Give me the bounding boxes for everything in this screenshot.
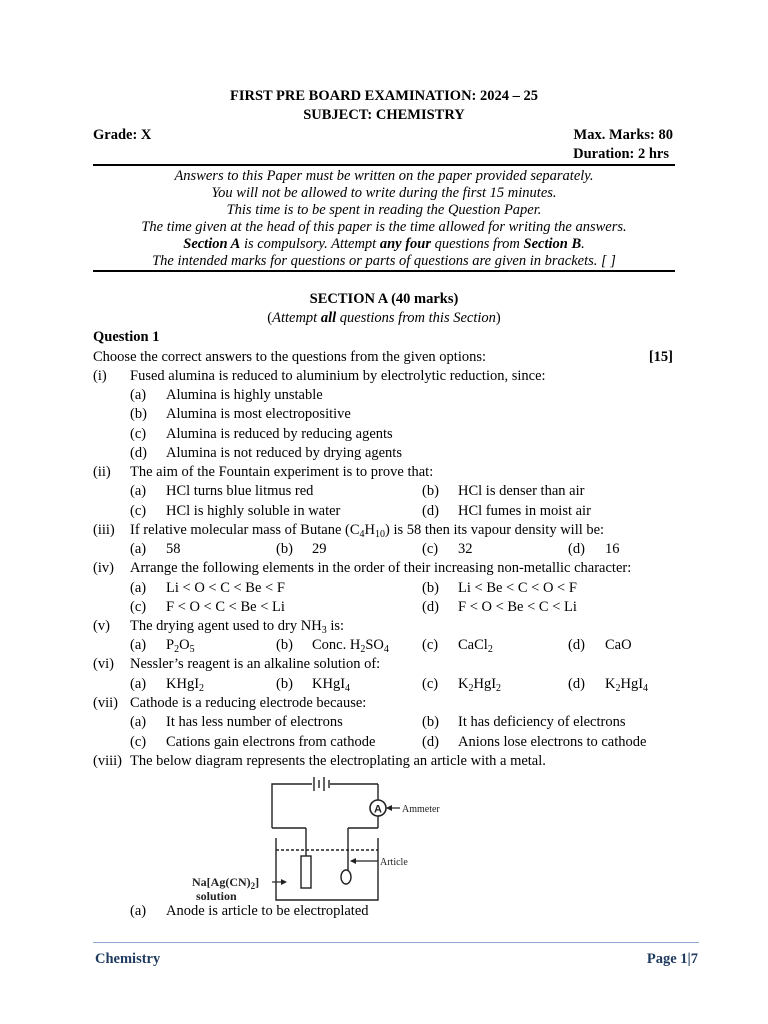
option-letter: (c) [422, 637, 439, 653]
instruction-line-4: The time given at the head of this paper is the time allowed for writing the answers. [141, 219, 627, 235]
option-text [166, 676, 204, 693]
option-text: F < O < Be < C < Li [458, 599, 577, 615]
option-text: HCl is denser than air [458, 483, 585, 499]
subject-title: SUBJECT: CHEMISTRY [303, 107, 465, 123]
formula-part: KHgI [312, 676, 346, 692]
option-letter: (a) [130, 387, 147, 403]
any-four-ref: any four [379, 236, 431, 252]
formula-part: Conc. H [312, 637, 361, 653]
formula-part: HgI [473, 676, 497, 692]
text-part: H [364, 522, 375, 538]
option-text: Alumina is highly unstable [166, 387, 323, 403]
option-text [458, 637, 493, 654]
item-number: (vii) [93, 695, 118, 711]
exam-title: FIRST PRE BOARD EXAMINATION: 2024 – 25 [229, 88, 538, 104]
subscript: 2 [615, 683, 621, 694]
option-letter: (c) [422, 541, 439, 557]
instruction-line-3: This time is to be spent in reading the Question Paper. [226, 202, 542, 218]
item-text [130, 522, 604, 539]
option-letter: (a) [130, 714, 147, 730]
option-text: HCl fumes in moist air [458, 503, 591, 519]
option-letter: (b) [276, 541, 293, 557]
option-text: Alumina is most electropositive [166, 406, 351, 422]
section-a-ref: Section A [183, 236, 241, 252]
option-letter: (c) [130, 503, 147, 519]
subscript: 4 [643, 683, 649, 694]
section-a-title: SECTION A (40 marks) [309, 291, 459, 307]
option-row [0, 637, 768, 656]
option-letter: (b) [422, 483, 439, 499]
option-text [312, 637, 389, 654]
article-label: Article [380, 857, 408, 868]
text-part: The drying agent used to dry NH [130, 618, 322, 634]
formula-part: HgI [620, 676, 644, 692]
option-text: Anode is article to be electroplated [166, 903, 369, 919]
subscript: 4 [383, 644, 389, 655]
ammeter-arrow-icon [386, 805, 392, 811]
option-letter: (b) [276, 637, 293, 653]
footer-subject: Chemistry [95, 951, 161, 967]
option-letter: (a) [130, 637, 147, 653]
question-item [0, 522, 768, 541]
option-letter: (b) [422, 714, 439, 730]
duration-label: Duration: 2 hrs [573, 146, 669, 162]
option-letter: (a) [130, 541, 147, 557]
note-all: all [320, 310, 337, 326]
option-letter: (d) [568, 637, 585, 653]
item-text: Nessler’s reagent is an alkaline solution of: [130, 656, 381, 672]
subscript: 2 [174, 644, 180, 655]
ammeter-label: Ammeter [402, 804, 440, 815]
option-letter: (b) [130, 406, 147, 422]
item-number: (i) [93, 368, 107, 384]
option-letter: (b) [276, 676, 293, 692]
item-number: (vi) [93, 656, 114, 672]
formula-part: O [179, 637, 190, 653]
question-instruction: Choose the correct answers to the questions from the given options: [93, 349, 487, 365]
formula-part: K [605, 676, 616, 692]
formula-part: K [458, 676, 469, 692]
subscript: 2 [360, 644, 366, 655]
option-text: HCl turns blue litmus red [166, 483, 314, 499]
paren-close: ) [495, 310, 501, 326]
instruction-line-5 [0, 236, 768, 253]
option-row [0, 580, 768, 599]
option-text: CaO [605, 637, 632, 653]
option-letter: (c) [422, 676, 439, 692]
option-row [0, 483, 768, 502]
item-text: Arrange the following elements in the order of their increasing non-metallic character: [130, 560, 632, 576]
top-rule [93, 164, 675, 166]
ammeter-symbol: A [374, 803, 382, 816]
item-number: (viii) [93, 753, 122, 769]
option-row [0, 903, 768, 922]
article-spoon [341, 870, 351, 884]
solution-word: solution [196, 889, 237, 903]
formula-part: CaCl [458, 637, 488, 653]
anode-plate [301, 856, 311, 888]
text-part: ) is 58 then its vapour density will be: [385, 522, 605, 538]
solution-formula-main: Na[Ag(CN) [192, 875, 251, 889]
question-label: Question 1 [93, 329, 160, 345]
item-text: Fused alumina is reduced to aluminium by electrolytic reduction, since: [130, 368, 546, 384]
question-marks: [15] [648, 349, 673, 365]
formula-part: KHgI [166, 676, 200, 692]
option-letter: (d) [422, 599, 439, 615]
option-text: 58 [166, 541, 181, 557]
footer-rule [93, 942, 699, 943]
option-row [0, 714, 768, 733]
option-letter: (c) [130, 599, 147, 615]
question-item [0, 695, 768, 714]
item-text: Cathode is a reducing electrode because: [130, 695, 367, 711]
option-text: Li < O < C < Be < F [166, 580, 285, 596]
max-marks-label: Max. Marks: 80 [573, 127, 673, 143]
option-text: Li < Be < C < O < F [458, 580, 577, 596]
subscript: 2 [487, 644, 493, 655]
option-text [166, 637, 195, 654]
solution-formula-sub: 2 [250, 881, 256, 891]
item-text: The below diagram represents the electroplating an article with a metal. [130, 753, 546, 769]
subscript: 2 [496, 683, 502, 694]
question-item [0, 753, 768, 772]
subscript: 3 [321, 625, 327, 636]
text-part: is: [326, 618, 345, 634]
option-row [0, 503, 768, 522]
note-rest: questions from this Section [336, 310, 496, 326]
option-letter: (b) [422, 580, 439, 596]
subscript: 4 [345, 683, 351, 694]
option-letter: (c) [130, 734, 147, 750]
option-row [0, 387, 768, 406]
electroplating-diagram [188, 776, 468, 906]
instruction-line-5-text: is compulsory. Attempt [240, 236, 380, 252]
question-item [0, 656, 768, 675]
section-b-ref: Section B [523, 236, 582, 252]
option-letter: (d) [130, 445, 147, 461]
subscript: 10 [375, 529, 385, 540]
section-a-note [0, 310, 768, 327]
option-text: 32 [458, 541, 473, 557]
formula-part: P [166, 637, 175, 653]
question-item [0, 464, 768, 483]
option-letter: (a) [130, 580, 147, 596]
option-row [0, 426, 768, 445]
instruction-line-6: The intended marks for questions or parts of questions are given in brackets. [ ] [152, 253, 616, 269]
question-item [0, 368, 768, 387]
item-text: The aim of the Fountain experiment is to prove that: [130, 464, 434, 480]
option-row [0, 541, 768, 560]
note-attempt: Attempt [272, 310, 321, 326]
option-text: Alumina is not reduced by drying agents [166, 445, 402, 461]
footer-page: Page 1|7 [646, 951, 698, 967]
beaker [276, 838, 378, 900]
option-text [458, 676, 501, 693]
instruction-line-5-end: . [581, 236, 585, 252]
instruction-line-5-text-2: questions from [431, 236, 524, 252]
item-number: (iv) [93, 560, 114, 576]
bottom-rule [93, 270, 675, 272]
option-text: Alumina is reduced by reducing agents [166, 426, 393, 442]
option-text: 29 [312, 541, 327, 557]
item-number: (v) [93, 618, 110, 634]
option-text: Cations gain electrons from cathode [166, 734, 376, 750]
solution-formula-end: ] [255, 875, 260, 889]
option-row [0, 445, 768, 464]
option-text: Anions lose electrons to cathode [458, 734, 647, 750]
option-row [0, 406, 768, 425]
item-text [130, 618, 344, 635]
instruction-line-2: You will not be allowed to write during the first 15 minutes. [211, 185, 557, 201]
option-row [0, 734, 768, 753]
question-item [0, 560, 768, 579]
option-text [312, 676, 350, 693]
option-letter: (c) [130, 426, 147, 442]
option-letter: (d) [422, 734, 439, 750]
option-text: 16 [605, 541, 620, 557]
option-text: It has less number of electrons [166, 714, 343, 730]
option-letter: (a) [130, 676, 147, 692]
option-letter: (a) [130, 483, 147, 499]
option-letter: (d) [568, 541, 585, 557]
item-number: (ii) [93, 464, 111, 480]
circuit-wire-left [272, 784, 312, 828]
option-row [0, 676, 768, 695]
question-item [0, 618, 768, 637]
article-arrow-icon [350, 858, 356, 864]
option-letter: (d) [568, 676, 585, 692]
option-row [0, 599, 768, 618]
option-text [605, 676, 648, 693]
subscript: 2 [468, 683, 474, 694]
option-letter: (a) [130, 903, 147, 919]
option-text: It has deficiency of electrons [458, 714, 626, 730]
formula-part: SO [365, 637, 384, 653]
instruction-line-1: Answers to this Paper must be written on the paper provided separately. [174, 168, 594, 184]
text-part: If relative molecular mass of Butane (C [130, 522, 360, 538]
paren-open: ( [267, 310, 273, 326]
solution-arrow-icon [281, 879, 287, 885]
subscript: 2 [199, 683, 205, 694]
option-text: F < O < C < Be < Li [166, 599, 285, 615]
item-number: (iii) [93, 522, 115, 538]
subscript: 5 [189, 644, 195, 655]
subscript: 4 [359, 529, 365, 540]
option-letter: (d) [422, 503, 439, 519]
option-text: HCl is highly soluble in water [166, 503, 341, 519]
grade-label: Grade: X [93, 127, 152, 143]
